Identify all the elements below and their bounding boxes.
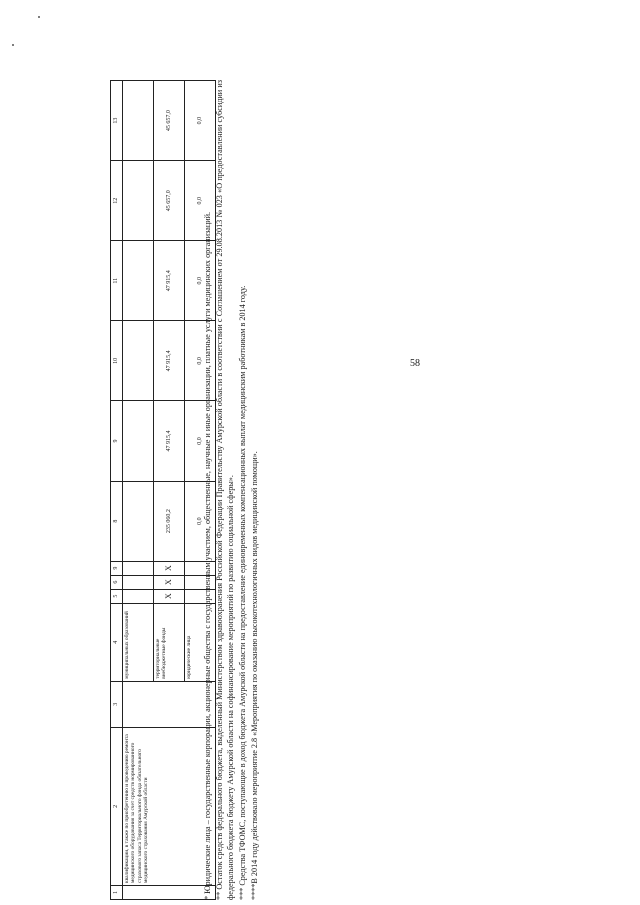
value-cell: 0,0 <box>185 241 216 321</box>
header-cell: 12 <box>111 161 123 241</box>
value-cell <box>123 161 154 241</box>
mark-cell: Х <box>154 589 185 603</box>
value-cell: 45 657,0 <box>154 81 185 161</box>
mark-cell <box>123 575 154 589</box>
header-cell: 13 <box>111 81 123 161</box>
value-cell: 0,0 <box>185 321 216 401</box>
budget-table <box>110 80 216 900</box>
header-cell: 3 <box>111 681 123 727</box>
header-cell: 9 <box>111 561 123 575</box>
header-cell: 6 <box>111 575 123 589</box>
funding-source-label: юридические лица <box>185 603 216 681</box>
value-cell: 0,0 <box>185 81 216 161</box>
value-cell <box>123 401 154 481</box>
measure-description: квалификации, в также по приобретению и проведению ремонта медицинского оборудования за счет средств нормированного страхового запаса Территориального фонда обязательного медицинского страхования Амурской области <box>123 727 216 885</box>
header-cell: 5 <box>111 589 123 603</box>
table-header-row <box>111 81 123 900</box>
value-cell <box>123 81 154 161</box>
footnote: ****В 2014 году действовало мероприятие 2.8 «Мероприятия по оказанию высокотехнологичных видов медицинской помощи». <box>249 451 259 900</box>
value-cell: 47 915,4 <box>154 321 185 401</box>
rotated-content <box>110 80 540 900</box>
value-cell: 235 060,2 <box>154 481 185 561</box>
value-cell: 0,0 <box>185 161 216 241</box>
value-cell <box>123 241 154 321</box>
mark-cell <box>123 561 154 575</box>
value-cell: 47 915,4 <box>154 241 185 321</box>
mark-cell: Х <box>154 575 185 589</box>
footnotes <box>202 80 260 900</box>
footnote: *** Средства ТФОМС, поступающие в доход бюджета Амурской области на предоставление единовременных компенсационных выплат медицинским работникам в 2014 году. <box>237 285 247 900</box>
table-row <box>123 81 154 900</box>
header-cell: 8 <box>111 481 123 561</box>
page-number: 58 <box>410 358 420 369</box>
header-cell: 11 <box>111 241 123 321</box>
funding-source-label: территориальные внебюджетные фонды <box>154 603 185 681</box>
value-cell: 0,0 <box>185 481 216 561</box>
value-cell <box>123 481 154 561</box>
header-cell: 9 <box>111 401 123 481</box>
mark-cell <box>123 589 154 603</box>
header-cell: 10 <box>111 321 123 401</box>
mark-cell: Х <box>154 561 185 575</box>
header-cell: 4 <box>111 603 123 681</box>
value-cell: 45 657,0 <box>154 161 185 241</box>
scan-speck <box>38 16 40 18</box>
value-cell: 0,0 <box>185 401 216 481</box>
value-cell: 47 915,4 <box>154 401 185 481</box>
header-cell: 1 <box>111 885 123 899</box>
footnote: * Юридические лица – государственные корпорации, акционерные общества с государственным участием, общественные, научные и иные организации, платные услуги медицинских организаций. <box>203 211 212 900</box>
funding-source-label: муниципальных образований <box>123 603 154 681</box>
header-cell: 2 <box>111 727 123 885</box>
footnote: ** Остаток средств федерального бюджета, выделенный Министерством здравоохранения Российской Федерации Правительству Амурской области в соответствии с Соглашением от 29.08.2013 № 023 «О предоставлении субсидии из федерального бюджета бюджету Амурской области на софинансирование мероприятий по развитию социальной сферы». <box>214 80 236 900</box>
value-cell <box>123 321 154 401</box>
scan-speck <box>12 44 14 46</box>
